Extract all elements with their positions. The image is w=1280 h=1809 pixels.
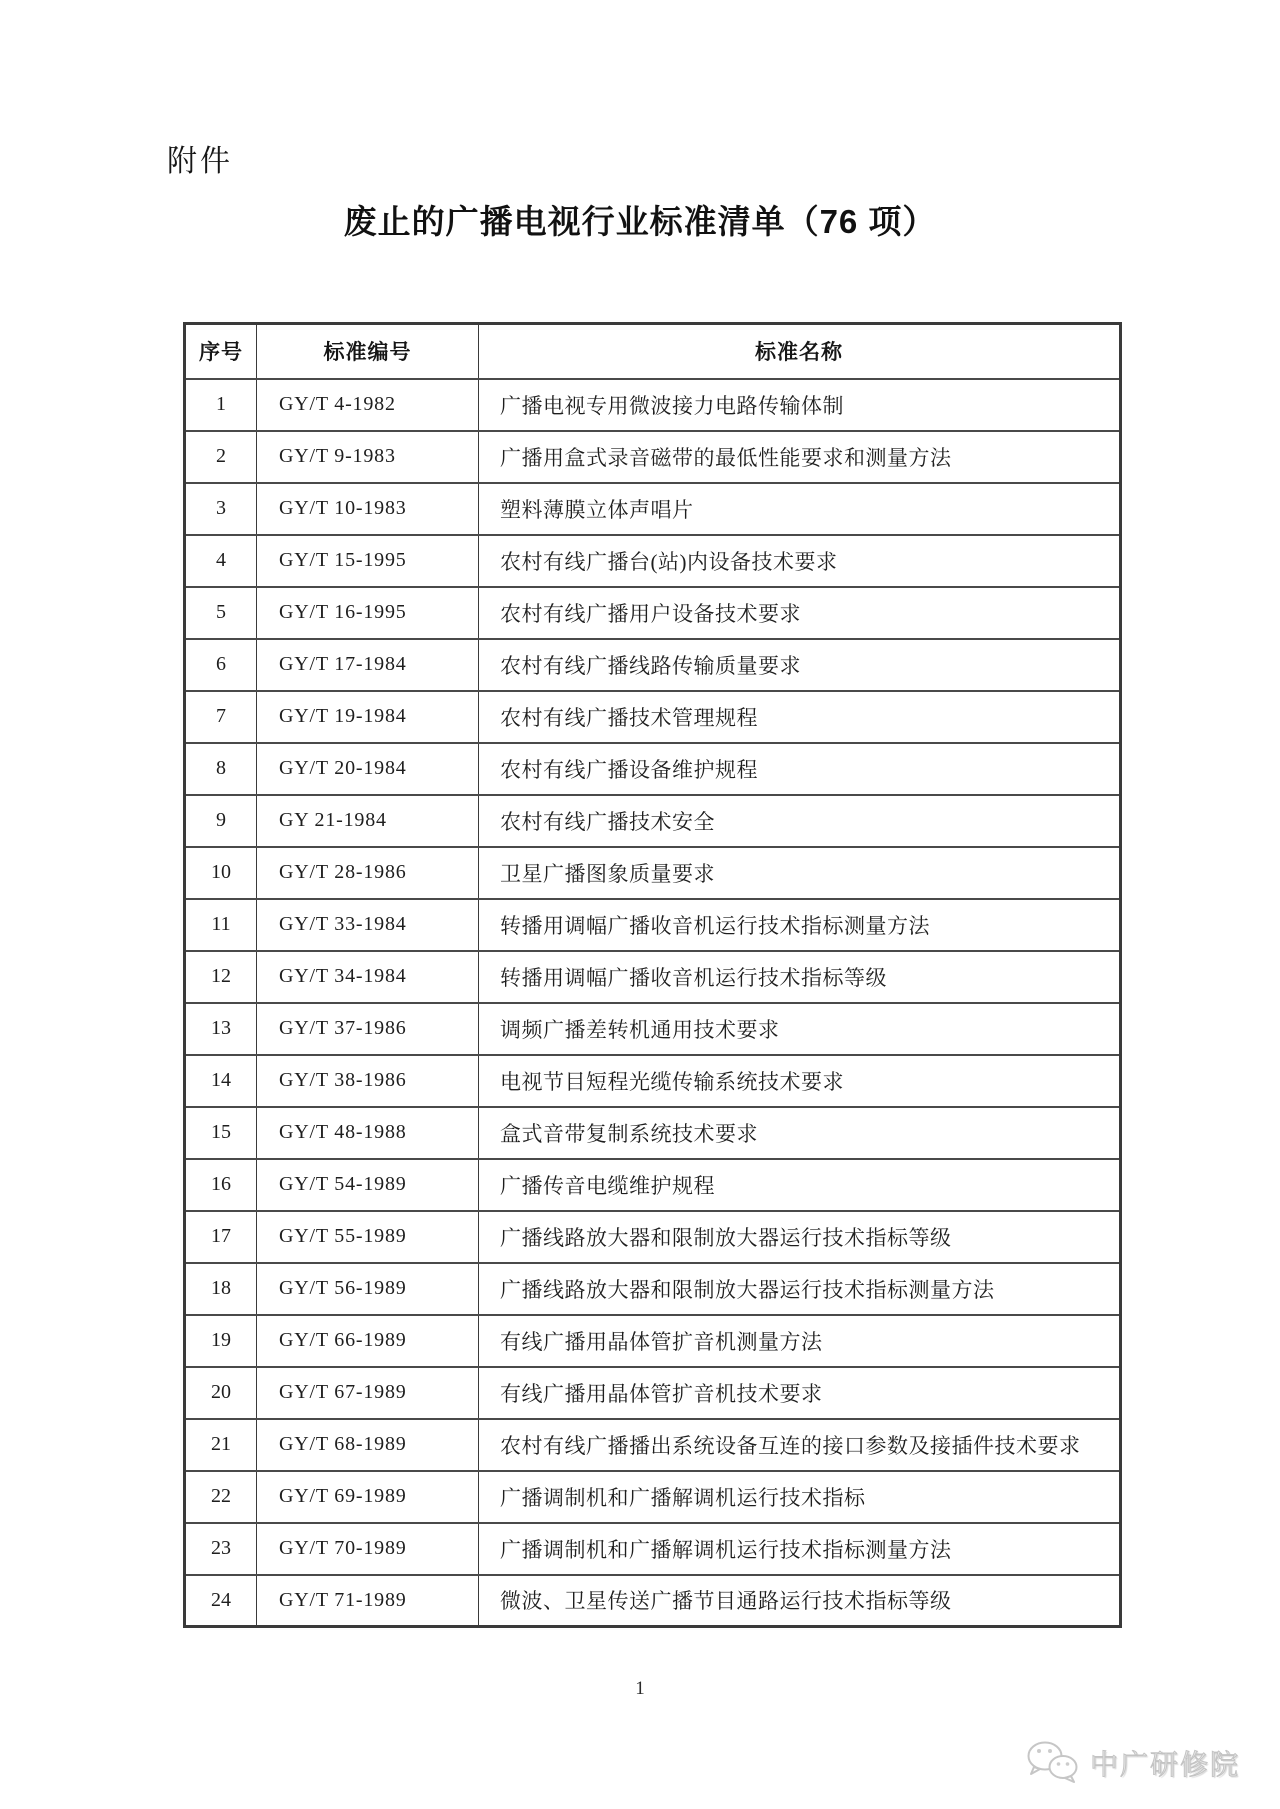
cell-code: GY/T 71-1989: [257, 1575, 479, 1627]
cell-code: GY/T 34-1984: [257, 951, 479, 1003]
cell-name: 转播用调幅广播收音机运行技术指标测量方法: [479, 899, 1121, 951]
cell-name: 盒式音带复制系统技术要求: [479, 1107, 1121, 1159]
cell-code: GY/T 28-1986: [257, 847, 479, 899]
cell-code: GY/T 19-1984: [257, 691, 479, 743]
page-number: 1: [635, 1678, 645, 1699]
table-row: [185, 899, 1121, 951]
table-row: [185, 379, 1121, 431]
table-row: [185, 639, 1121, 691]
cell-seq: 3: [185, 483, 257, 535]
header-seq: 序号: [185, 324, 257, 379]
wechat-icon: [1024, 1740, 1082, 1786]
cell-name: 农村有线广播台(站)内设备技术要求: [479, 535, 1121, 587]
cell-seq: 11: [185, 899, 257, 951]
cell-code: GY/T 48-1988: [257, 1107, 479, 1159]
cell-code: GY/T 9-1983: [257, 431, 479, 483]
cell-name: 农村有线广播用户设备技术要求: [479, 587, 1121, 639]
table-row: [185, 535, 1121, 587]
cell-seq: 14: [185, 1055, 257, 1107]
table-row: [185, 1055, 1121, 1107]
cell-code: GY/T 54-1989: [257, 1159, 479, 1211]
cell-name: 农村有线广播设备维护规程: [479, 743, 1121, 795]
cell-name: 调频广播差转机通用技术要求: [479, 1003, 1121, 1055]
table-row: [185, 1263, 1121, 1315]
cell-name: 广播线路放大器和限制放大器运行技术指标测量方法: [479, 1263, 1121, 1315]
cell-code: GY/T 37-1986: [257, 1003, 479, 1055]
cell-seq: 15: [185, 1107, 257, 1159]
cell-name: 广播调制机和广播解调机运行技术指标测量方法: [479, 1523, 1121, 1575]
cell-code: GY/T 17-1984: [257, 639, 479, 691]
cell-code: GY/T 67-1989: [257, 1367, 479, 1419]
table-row: [185, 743, 1121, 795]
table-row: [185, 1211, 1121, 1263]
cell-code: GY/T 38-1986: [257, 1055, 479, 1107]
cell-seq: 21: [185, 1419, 257, 1471]
table-row: [185, 1159, 1121, 1211]
cell-name: 卫星广播图象质量要求: [479, 847, 1121, 899]
cell-name: 广播线路放大器和限制放大器运行技术指标等级: [479, 1211, 1121, 1263]
cell-name: 广播电视专用微波接力电路传输体制: [479, 379, 1121, 431]
table-row: [185, 587, 1121, 639]
table-header-row: [185, 324, 1121, 379]
cell-seq: 6: [185, 639, 257, 691]
table-row: [185, 1575, 1121, 1627]
table-row: [185, 1523, 1121, 1575]
cell-seq: 5: [185, 587, 257, 639]
watermark: [1024, 1740, 1240, 1786]
header-name: 标准名称: [479, 324, 1121, 379]
cell-seq: 24: [185, 1575, 257, 1627]
cell-code: GY/T 70-1989: [257, 1523, 479, 1575]
cell-seq: 1: [185, 379, 257, 431]
cell-name: 有线广播用晶体管扩音机测量方法: [479, 1315, 1121, 1367]
cell-name: 广播调制机和广播解调机运行技术指标: [479, 1471, 1121, 1523]
cell-seq: 9: [185, 795, 257, 847]
cell-name: 农村有线广播技术安全: [479, 795, 1121, 847]
cell-code: GY/T 69-1989: [257, 1471, 479, 1523]
cell-seq: 2: [185, 431, 257, 483]
cell-code: GY/T 55-1989: [257, 1211, 479, 1263]
table-row: [185, 1419, 1121, 1471]
cell-seq: 8: [185, 743, 257, 795]
cell-seq: 22: [185, 1471, 257, 1523]
standards-table: [183, 322, 1122, 1628]
table-row: [185, 847, 1121, 899]
cell-seq: 10: [185, 847, 257, 899]
cell-name: 广播传音电缆维护规程: [479, 1159, 1121, 1211]
header-code: 标准编号: [257, 324, 479, 379]
table-header: [185, 324, 1121, 379]
cell-seq: 4: [185, 535, 257, 587]
table-row: [185, 1003, 1121, 1055]
table-row: [185, 1107, 1121, 1159]
cell-name: 农村有线广播播出系统设备互连的接口参数及接插件技术要求: [479, 1419, 1121, 1471]
cell-seq: 19: [185, 1315, 257, 1367]
cell-seq: 20: [185, 1367, 257, 1419]
cell-name: 转播用调幅广播收音机运行技术指标等级: [479, 951, 1121, 1003]
table-body: [185, 379, 1121, 1627]
cell-name: 塑料薄膜立体声唱片: [479, 483, 1121, 535]
cell-code: GY/T 56-1989: [257, 1263, 479, 1315]
table-row: [185, 795, 1121, 847]
cell-seq: 16: [185, 1159, 257, 1211]
cell-code: GY/T 66-1989: [257, 1315, 479, 1367]
table-row: [185, 483, 1121, 535]
cell-code: GY/T 16-1995: [257, 587, 479, 639]
cell-name: 农村有线广播线路传输质量要求: [479, 639, 1121, 691]
table-row: [185, 1471, 1121, 1523]
table-row: [185, 1367, 1121, 1419]
cell-seq: 17: [185, 1211, 257, 1263]
attachment-label: 附件: [167, 145, 233, 178]
cell-seq: 13: [185, 1003, 257, 1055]
cell-code: GY/T 15-1995: [257, 535, 479, 587]
watermark-text: 中广研修院: [1089, 1749, 1240, 1780]
cell-seq: 18: [185, 1263, 257, 1315]
table-row: [185, 431, 1121, 483]
cell-seq: 12: [185, 951, 257, 1003]
cell-name: 微波、卫星传送广播节目通路运行技术指标等级: [479, 1575, 1121, 1627]
table-row: [185, 951, 1121, 1003]
cell-code: GY 21-1984: [257, 795, 479, 847]
cell-seq: 7: [185, 691, 257, 743]
cell-code: GY/T 68-1989: [257, 1419, 479, 1471]
cell-name: 有线广播用晶体管扩音机技术要求: [479, 1367, 1121, 1419]
cell-code: GY/T 20-1984: [257, 743, 479, 795]
cell-name: 电视节目短程光缆传输系统技术要求: [479, 1055, 1121, 1107]
table-row: [185, 691, 1121, 743]
cell-seq: 23: [185, 1523, 257, 1575]
document-title: 废止的广播电视行业标准清单（76 项）: [343, 203, 937, 240]
cell-name: 农村有线广播技术管理规程: [479, 691, 1121, 743]
cell-name: 广播用盒式录音磁带的最低性能要求和测量方法: [479, 431, 1121, 483]
table-row: [185, 1315, 1121, 1367]
cell-code: GY/T 10-1983: [257, 483, 479, 535]
cell-code: GY/T 33-1984: [257, 899, 479, 951]
cell-code: GY/T 4-1982: [257, 379, 479, 431]
